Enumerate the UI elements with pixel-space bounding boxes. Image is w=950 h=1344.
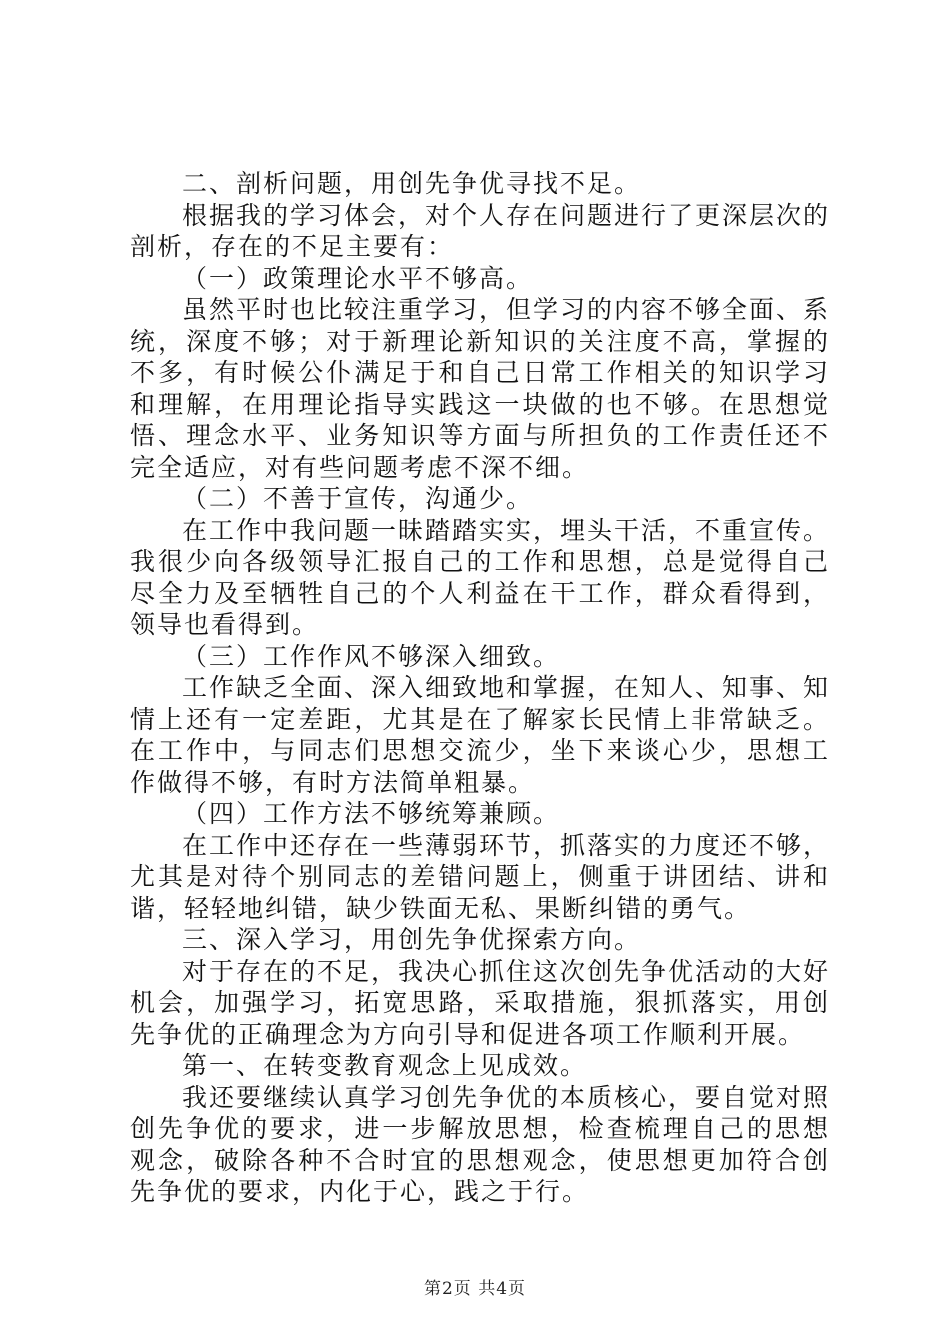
- subheading-3: （三）工作作风不够深入细致。: [182, 641, 561, 671]
- paragraph: 工作缺乏全面、深入细致地和掌握，在知人、知事、知情上还有一定差距，尤其是在了解家长民情上非常缺乏。在工作中，与同志们思想交流少，坐下来谈心少，思想工作做得不够，有时方法简单粗暴。: [130, 673, 831, 797]
- document-body: [130, 168, 830, 1208]
- paragraph: 对于存在的不足，我决心抓住这次创先争优活动的大好机会，加强学习，拓宽思路，采取措施，狠抓落实，用创先争优的正确理念为方向引导和促进各项工作顺利开展。: [130, 956, 831, 1049]
- section-heading-3: 三、深入学习，用创先争优探索方向。: [182, 925, 642, 954]
- paragraph: 在工作中还存在一些薄弱环节，抓落实的力度还不够，尤其是对待个别同志的差错问题上，侧重于讲团结、讲和谐，轻轻地纠错，缺少铁面无私、果断纠错的勇气。: [130, 830, 831, 923]
- section-heading-2: 二、剖析问题，用创先争优寻找不足。: [182, 169, 642, 198]
- page-number-footer: 第2页 共4页: [423, 1279, 527, 1299]
- paragraph: 虽然平时也比较注重学习，但学习的内容不够全面、系统，深度不够；对于新理论新知识的关注度不高，掌握的不多，有时候公仆满足于和自己日常工作相关的知识学习和理解，在用理论指导实践这一块做的也不够。在思想觉悟、理念水平、业务知识等方面与所担负的工作责任还不完全适应，对有些问题考虑不深不细。: [130, 295, 831, 482]
- paragraph: 在工作中我问题一昧踏踏实实，埋头干活，不重宣传。我很少向各级领导汇报自己的工作和思想，总是觉得自己尽全力及至牺牲自己的个人利益在干工作，群众看得到，领导也看得到。: [130, 515, 831, 639]
- paragraph: 根据我的学习体会，对个人存在问题进行了更深层次的剖析，存在的不足主要有：: [130, 200, 831, 261]
- subheading-1: （一）政策理论水平不够高。: [182, 263, 534, 293]
- subheading-first: 第一、在转变教育观念上见成效。: [182, 1051, 588, 1080]
- subheading-4: （四）工作方法不够统筹兼顾。: [182, 799, 561, 828]
- subheading-2: （二）不善于宣传，沟通少。: [182, 484, 534, 513]
- paragraph: 我还要继续认真学习创先争优的本质核心，要自觉对照创先争优的要求，进一步解放思想，检查梳理自己的思想观念，破除各种不合时宜的思想观念，使思想更加符合创先争优的要求，内化于心，践之于行。: [130, 1082, 831, 1206]
